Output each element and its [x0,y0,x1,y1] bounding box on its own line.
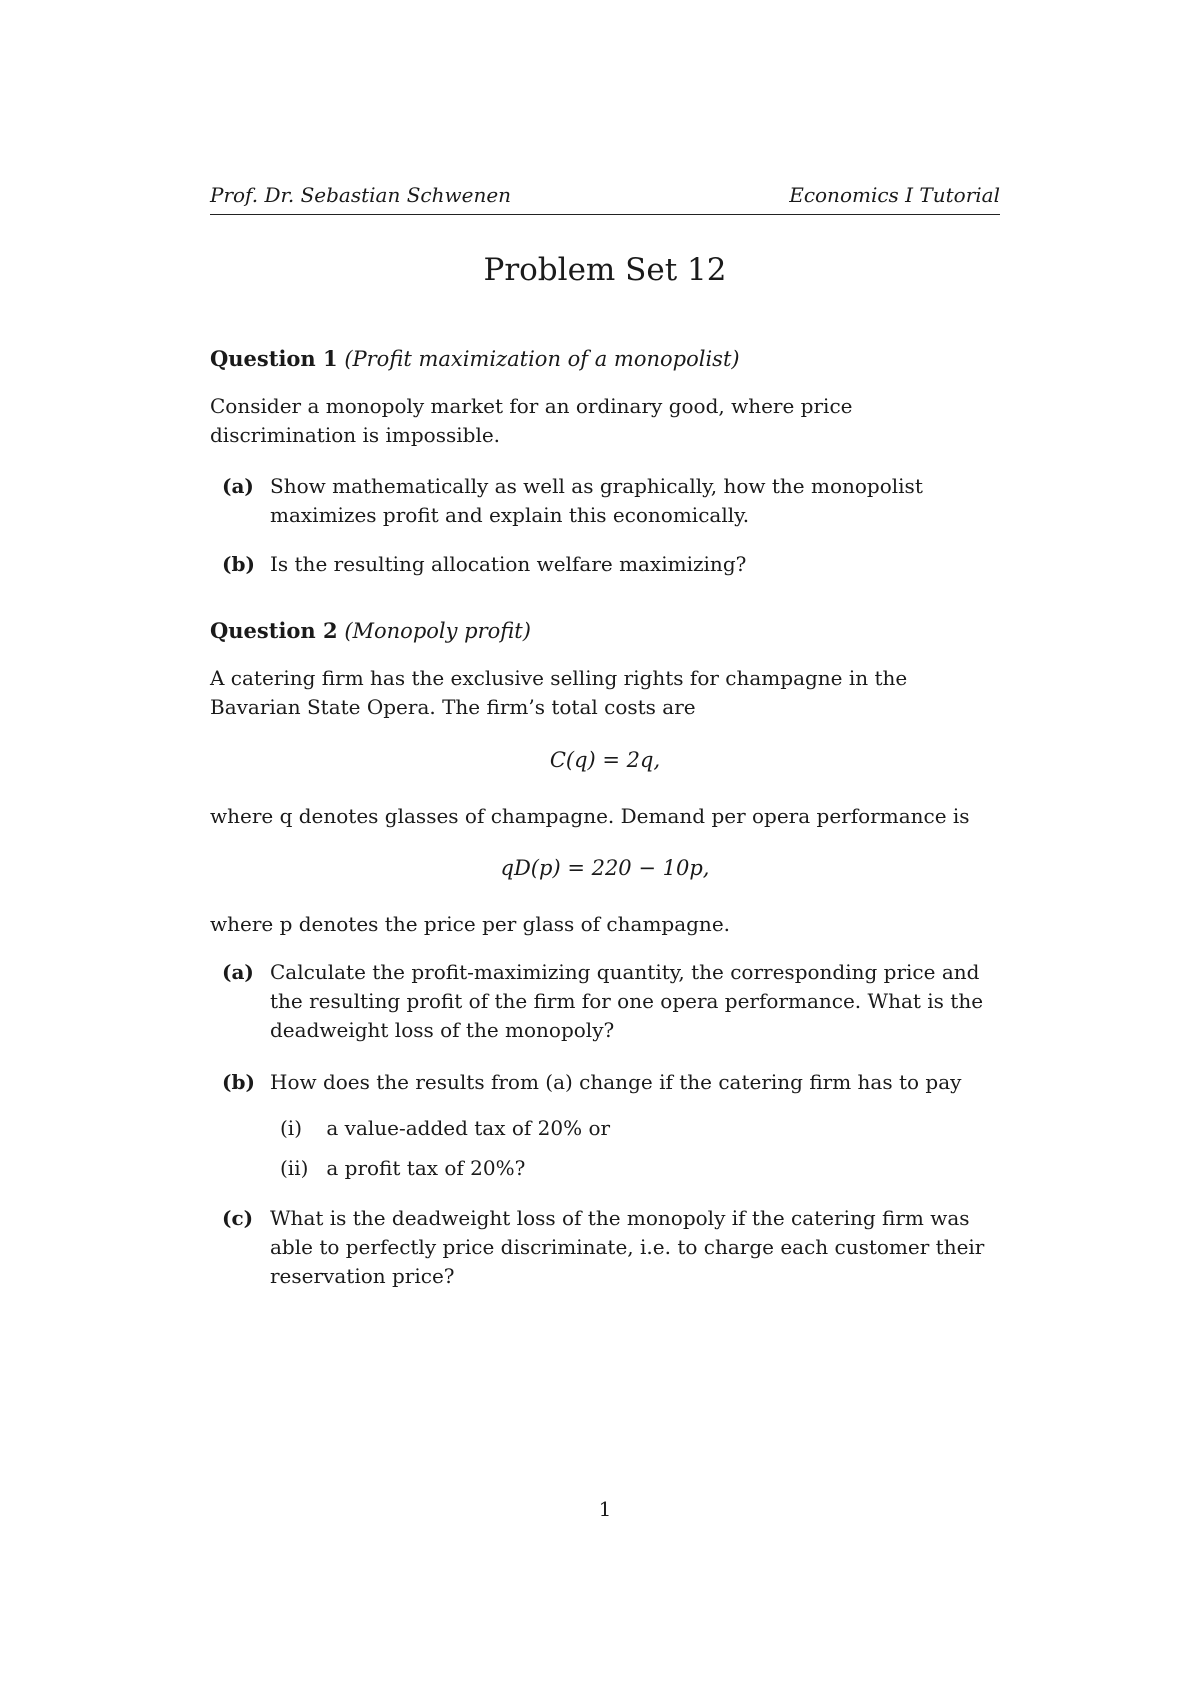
question-2-item-c [210,1204,1000,1291]
question-2-demand-note: where p denotes the price per glass of champagne. [210,912,731,936]
question-1-topic: (Profit maximization of a monopolist) [344,347,740,371]
question-1-heading [210,346,1000,371]
page-number: 1 [598,1497,612,1521]
item-label: (b) [222,1070,255,1094]
item-label: (b) [222,552,255,576]
subitem-label: (i) [280,1116,303,1140]
running-header [210,183,1000,211]
subitem-text: a value-added tax of 20% or [326,1116,611,1140]
question-2-subitem-i [280,1114,610,1143]
item-text: What is the deadweight loss of the monopoly if the catering firm was able to perfectly price discriminate, i.e. to charge each customer their reservation price? [270,1206,985,1288]
header-rule [210,214,1000,215]
question-2-item-a [210,958,1000,1045]
question-2-topic: (Monopoly profit) [344,619,531,643]
item-label: (a) [222,474,254,498]
demand-equation: qD(p) = 220 − 10p, [500,856,710,880]
question-1-item-b [210,550,1000,579]
subitem-label: (ii) [280,1156,309,1180]
item-text: Calculate the profit-maximizing quantity, the corresponding price and the resulting profit of the firm for one opera performance. What is the deadweight loss of the monopoly? [270,960,984,1042]
item-label: (c) [222,1206,254,1230]
item-label: (a) [222,960,254,984]
subitem-text: a profit tax of 20%? [326,1156,526,1180]
item-text: Is the resulting allocation welfare maximizing? [270,552,747,576]
question-2-cost-note: where q denotes glasses of champagne. Demand per opera performance is [210,804,970,828]
question-1-intro: Consider a monopoly market for an ordinary good, where price discrimination is impossible. [210,394,853,447]
question-1-item-a [210,472,1000,530]
question-2-intro: A catering firm has the exclusive selling rights for champagne in the Bavarian State Opera. The firm’s total costs are [210,666,908,719]
item-text: How does the results from (a) change if the catering firm has to pay [270,1070,962,1094]
header-author: Prof. Dr. Sebastian Schwenen [210,183,512,207]
question-2-label: Question 2 [210,618,338,643]
page-title: Problem Set 12 [483,252,727,288]
question-2-heading [210,618,1000,643]
question-2-item-b [210,1068,1000,1097]
item-text: Show mathematically as well as graphically, how the monopolist maximizes profit and explain this economically. [270,474,923,527]
question-2-subitem-ii [280,1154,525,1183]
header-course: Economics I Tutorial [789,183,1000,207]
cost-equation: C(q) = 2q, [549,748,661,772]
question-1-label: Question 1 [210,346,338,371]
